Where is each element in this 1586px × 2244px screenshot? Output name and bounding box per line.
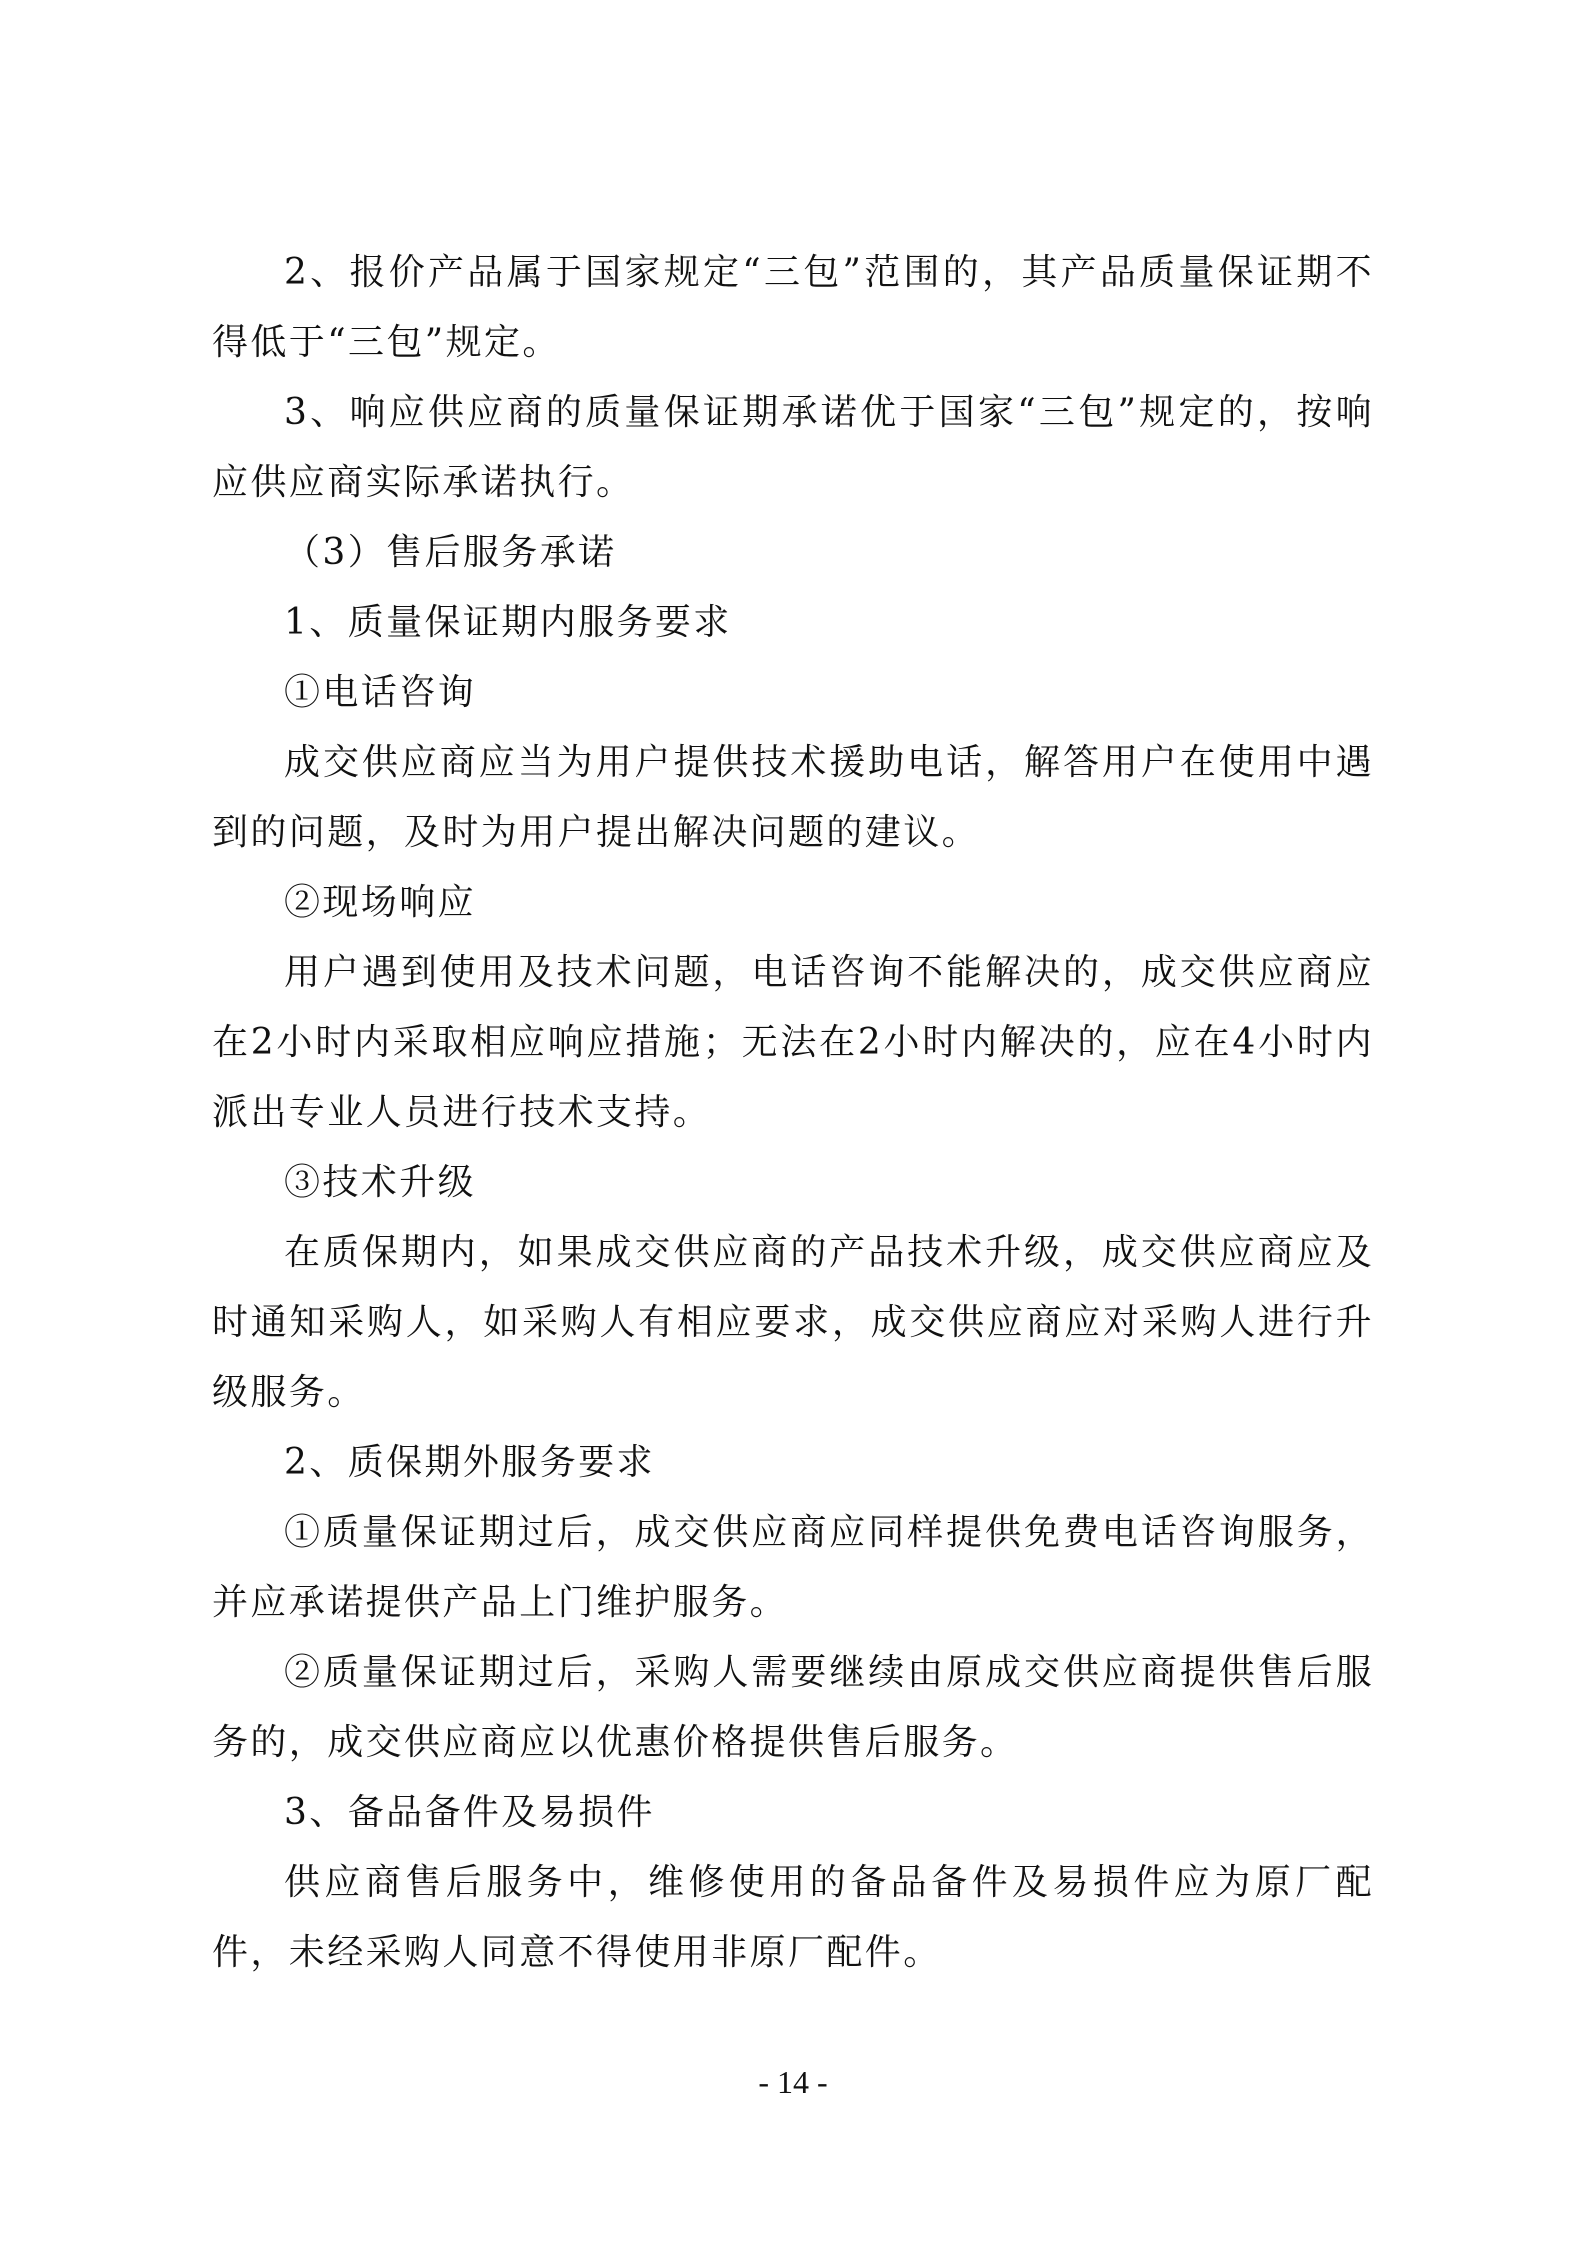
section-heading-after-sales: （3）售后服务承诺 [284, 532, 617, 573]
item-heading-phone-consultation: ①电话咨询 [284, 672, 477, 713]
page-number: - 14 - [758, 2064, 828, 2100]
paragraph-onsite-response: 用户遇到使用及技术问题，电话咨询不能解决的，成交供应商应在2小时内采取相应响应措施；无法在2小时内解决的，应在4小时内派出专业人员进行技术支持。 [212, 952, 1374, 1133]
subheading-spare-parts: 3、备品备件及易损件 [284, 1792, 655, 1833]
paragraph-tech-upgrade: 在质保期内，如果成交供应商的产品技术升级，成交供应商应及时通知采购人，如采购人有相应要求，成交供应商应对采购人进行升级服务。 [212, 1232, 1374, 1413]
paragraph-phone-consultation: 成交供应商应当为用户提供技术援助电话，解答用户在使用中遇到的问题，及时为用户提出解决问题的建议。 [212, 742, 1374, 853]
subheading-in-warranty-service: 1、质量保证期内服务要求 [284, 602, 732, 643]
paragraph-free-phone-service: ①质量保证期过后，成交供应商应同样提供免费电话咨询服务，并应承诺提供产品上门维护服务。 [212, 1512, 1374, 1623]
paragraph-spare-parts: 供应商售后服务中，维修使用的备品备件及易损件应为原厂配件，未经采购人同意不得使用非原厂配件。 [212, 1862, 1374, 1973]
paragraph-sanbao-warranty-period: 2、报价产品属于国家规定“三包”范围的，其产品质量保证期不得低于“三包”规定。 [212, 252, 1374, 363]
item-heading-onsite-response: ②现场响应 [284, 882, 477, 923]
subheading-out-of-warranty-service: 2、质保期外服务要求 [284, 1442, 655, 1483]
paragraph-discounted-service: ②质量保证期过后，采购人需要继续由原成交供应商提供售后服务的，成交供应商应以优惠价格提供售后服务。 [212, 1652, 1374, 1763]
document-body [212, 238, 1374, 1988]
item-heading-tech-upgrade: ③技术升级 [284, 1162, 477, 1203]
paragraph-supplier-commitment: 3、响应供应商的质量保证期承诺优于国家“三包”规定的，按响应供应商实际承诺执行。 [212, 392, 1374, 503]
